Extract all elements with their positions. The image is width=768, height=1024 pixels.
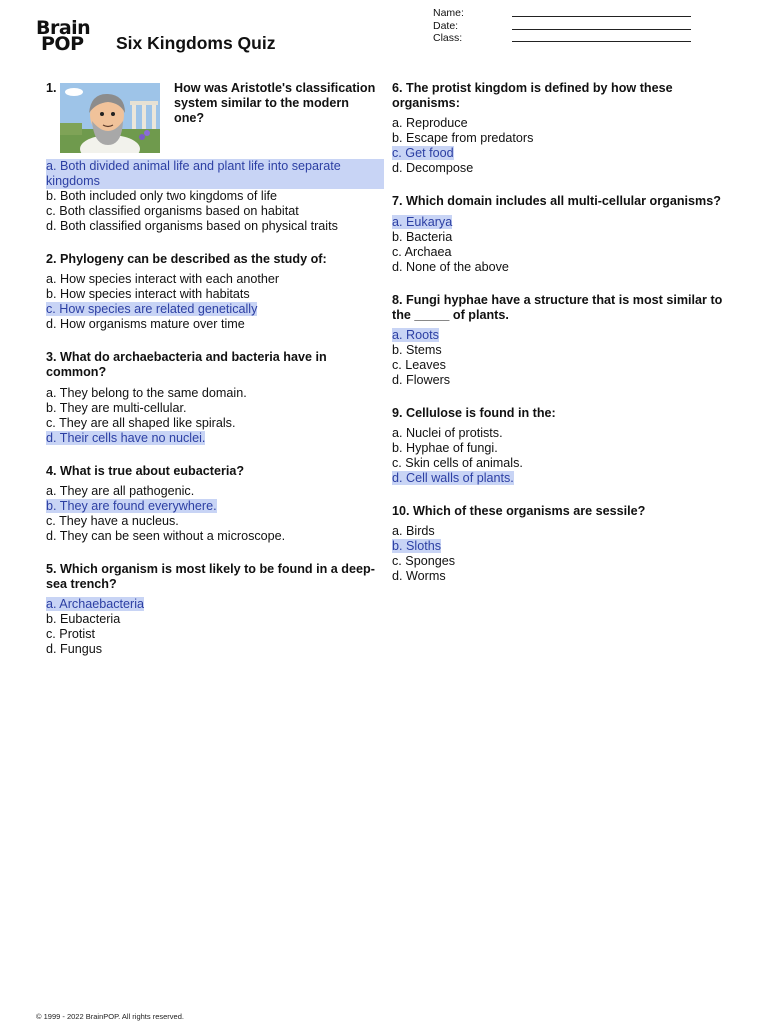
- copyright-footer: © 1999 - 2022 BrainPOP. All rights reserved.: [36, 1012, 184, 1021]
- answer-option-b[interactable]: b. Sloths: [392, 539, 442, 554]
- answer-option-c[interactable]: c. They are all shaped like spirals.: [46, 415, 236, 430]
- question-text: 4. What is true about eubacteria?: [46, 463, 245, 478]
- answer-option-a[interactable]: a. Birds: [392, 524, 435, 539]
- answer-option-d[interactable]: d. Both classified organisms based on physical traits: [46, 219, 338, 233]
- answer-option-b[interactable]: b. Hyphae of fungi.: [392, 441, 498, 456]
- question-7: [392, 194, 730, 274]
- question-9: [392, 406, 730, 486]
- date-line: [512, 29, 691, 30]
- answer-option-b[interactable]: b. Bacteria: [392, 229, 453, 244]
- answer-option-d[interactable]: d. How organisms mature over time: [46, 317, 245, 332]
- page-title: Six Kingdoms Quiz: [116, 33, 276, 53]
- name-line: [512, 16, 691, 17]
- question-5: [46, 562, 384, 657]
- date-label: Date:: [433, 19, 459, 32]
- answer-option-c[interactable]: c. Leaves: [392, 358, 446, 373]
- student-info-fields: [433, 7, 464, 45]
- class-label: Class:: [433, 32, 463, 44]
- answer-option-c[interactable]: c. Protist: [46, 627, 95, 642]
- name-field[interactable]: [433, 7, 464, 20]
- question-text: 8. Fungi hyphae have a structure that is most similar to the _____ of plants.: [392, 292, 723, 322]
- class-field[interactable]: [433, 32, 464, 45]
- answer-option-c[interactable]: c. Sponges: [392, 554, 456, 569]
- question-text: 9. Cellulose is found in the:: [392, 406, 556, 421]
- answer-option-d[interactable]: d. Flowers: [392, 373, 451, 388]
- answer-option-a[interactable]: a. Nuclei of protists.: [392, 426, 503, 441]
- answer-option-a[interactable]: a. They are all pathogenic.: [46, 483, 195, 498]
- answer-option-a[interactable]: a. Both divided animal life and plant life into separate kingdoms: [46, 159, 384, 189]
- question-2: [46, 252, 384, 332]
- answer-option-c[interactable]: c. Both classified organisms based on habitat: [46, 204, 299, 218]
- answer-option-b[interactable]: b. Escape from predators: [392, 131, 534, 146]
- answer-option-c[interactable]: c. They have a nucleus.: [46, 513, 179, 528]
- question-8: [392, 293, 730, 388]
- question-1: [46, 81, 384, 234]
- answer-option-c[interactable]: c. Archaea: [392, 244, 452, 259]
- answer-option-a[interactable]: a. They belong to the same domain.: [46, 385, 247, 400]
- date-field[interactable]: [433, 20, 464, 33]
- question-3: [46, 350, 384, 445]
- answer-option-c[interactable]: c. Get food: [392, 146, 454, 161]
- answer-option-d[interactable]: d. None of the above: [392, 259, 509, 274]
- question-text: 10. Which of these organisms are sessile?: [392, 504, 646, 519]
- right-column: [392, 81, 730, 602]
- logo-line-2: POP: [41, 33, 84, 55]
- answer-option-b[interactable]: b. Stems: [392, 343, 442, 358]
- answer-option-a[interactable]: a. How species interact with each another: [46, 272, 280, 287]
- question-number: 1.: [46, 81, 57, 95]
- name-label: Name:: [433, 7, 464, 19]
- left-column: [46, 81, 384, 675]
- answer-option-b[interactable]: b. How species interact with habitats: [46, 287, 250, 302]
- question-6: [392, 81, 730, 176]
- answer-option-a[interactable]: a. Roots: [392, 328, 439, 343]
- answer-option-a[interactable]: a. Eukarya: [392, 214, 453, 229]
- answer-option-b[interactable]: b. Eubacteria: [46, 612, 121, 627]
- question-text: 6. The protist kingdom is defined by how these organisms:: [392, 81, 673, 111]
- answer-option-d[interactable]: d. Cell walls of plants.: [392, 471, 514, 486]
- question-10: [392, 504, 730, 584]
- question-text: How was Aristotle's classification system similar to the modern one?: [174, 81, 376, 126]
- aristotle-illustration: [60, 83, 160, 153]
- question-text: 5. Which organism is most likely to be found in a deep-sea trench?: [46, 561, 375, 592]
- question-text: 3. What do archaebacteria and bacteria have in common?: [46, 350, 327, 380]
- question-4: [46, 464, 384, 544]
- answer-option-a[interactable]: a. Archaebacteria: [46, 597, 145, 612]
- answer-option-b[interactable]: b. They are multi-cellular.: [46, 400, 187, 415]
- question-text: 7. Which domain includes all multi-cellular organisms?: [392, 194, 721, 209]
- answer-option-d[interactable]: d. Worms: [392, 569, 446, 584]
- answer-option-c[interactable]: c. Skin cells of animals.: [392, 456, 523, 471]
- answer-option-d[interactable]: d. Their cells have no nuclei.: [46, 430, 206, 445]
- question-text: 2. Phylogeny can be described as the study of:: [46, 252, 327, 266]
- logo-line-1: Brain: [36, 17, 91, 39]
- class-line: [512, 41, 691, 42]
- answer-option-b[interactable]: b. They are found everywhere.: [46, 498, 217, 513]
- answer-option-c[interactable]: c. How species are related genetically: [46, 302, 258, 317]
- answer-option-d[interactable]: d. Fungus: [46, 642, 103, 657]
- answer-option-d[interactable]: d. They can be seen without a microscope.: [46, 528, 286, 543]
- answer-option-d[interactable]: d. Decompose: [392, 161, 474, 176]
- answer-option-b[interactable]: b. Both included only two kingdoms of life: [46, 189, 278, 203]
- brainpop-logo: [36, 17, 98, 55]
- answer-option-a[interactable]: a. Reproduce: [392, 116, 468, 131]
